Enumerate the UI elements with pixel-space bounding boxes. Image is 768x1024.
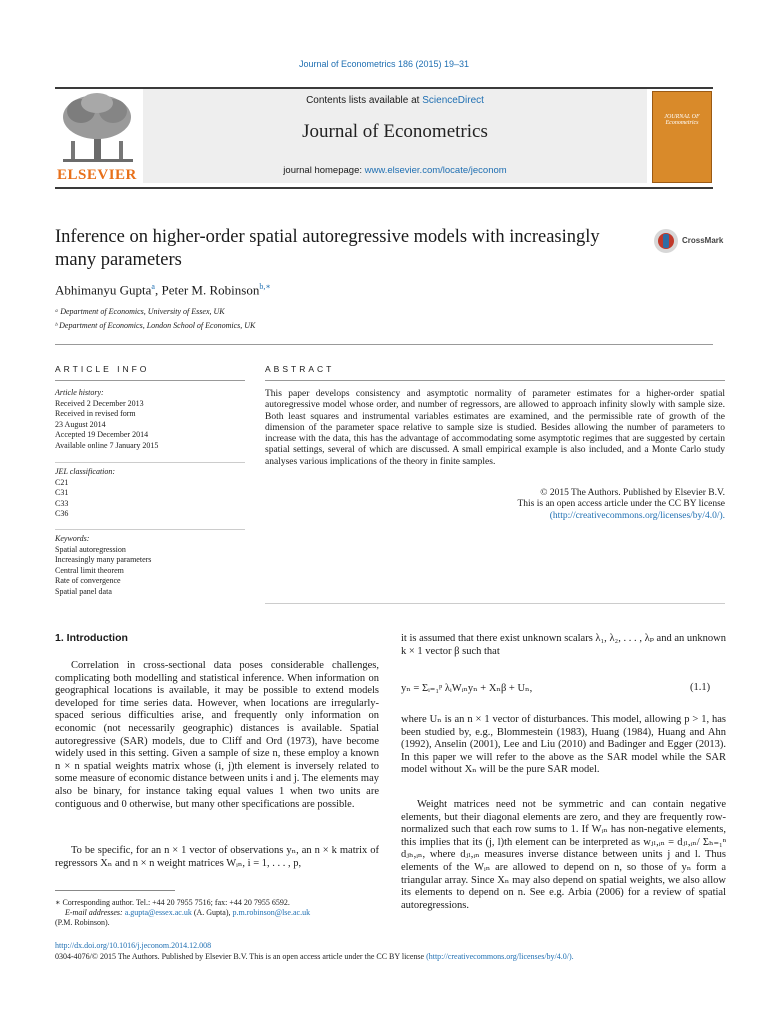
history-item: 23 August 2014 bbox=[55, 419, 106, 429]
intro-paragraph-1: Correlation in cross-sectional data poses considerable challenges, complicating both modelling and statistical inference. When information on geographical locations is available, it may be possible to extend models developed for time series data. However, when locations are irregularly-spaced serious difficulties arise, and frequently only information on economic (not necessarily geographic) distances is available. Spatial autoregressive (SAR) models, due to Cliff and Ord (1973), have become widely used in this setting. Given a sample of size n, these employ a known n × n spatial weights matrix whose (i, j)th element is inversely related to some measure of economic distance between units i and j. The elements may also be binary, for instance taking equal values 1 when two units are contiguous and 0 otherwise, but many other specifications are possible. bbox=[55, 660, 379, 810]
journal-citation[interactable]: Journal of Econometrics 186 (2015) 19–31 bbox=[298, 59, 470, 69]
column2-paragraph-1: it is assumed that there exist unknown scalars λ₁, λ₂, . . . , λₚ and an unknown k × 1 vector β such that bbox=[401, 633, 726, 657]
license-text: This is an open access article under the CC BY license bbox=[517, 499, 725, 510]
email-robinson[interactable]: p.m.robinson@lse.ac.uk bbox=[232, 908, 311, 917]
keyword: Central limit theorem bbox=[55, 565, 124, 575]
history-label: Article history: bbox=[55, 388, 104, 397]
jel-classification bbox=[55, 467, 245, 520]
issn-license-link[interactable]: (http://creativecommons.org/licenses/by/4.0/). bbox=[426, 952, 574, 961]
email-gupta[interactable]: a.gupta@essex.ac.uk bbox=[124, 908, 192, 917]
jel-code: C33 bbox=[55, 498, 69, 508]
equation-number: (1.1) bbox=[690, 682, 711, 693]
affiliation-b: ᵇ Department of Economics, London School of Economics, UK bbox=[55, 321, 256, 330]
divider bbox=[55, 462, 245, 463]
cover-title: JOURNAL OF Econometrics bbox=[664, 114, 700, 126]
abstract-license bbox=[265, 488, 725, 522]
masthead bbox=[55, 87, 713, 189]
jel-code: C36 bbox=[55, 509, 69, 518]
author-robinson-affil[interactable]: b,∗ bbox=[259, 282, 271, 291]
affiliation-a: ᵃ Department of Economics, University of Essex, UK bbox=[55, 307, 225, 316]
jel-code: C31 bbox=[55, 488, 69, 497]
email-robinson-name: (P.M. Robinson). bbox=[55, 918, 110, 927]
divider bbox=[265, 603, 725, 604]
journal-cover-thumbnail bbox=[652, 91, 712, 183]
keyword: Increasingly many parameters bbox=[55, 555, 152, 564]
keywords-label: Keywords: bbox=[55, 534, 90, 543]
divider bbox=[265, 380, 725, 381]
journal-title: Journal of Econometrics bbox=[302, 121, 488, 142]
history-item: Accepted 19 December 2014 bbox=[55, 430, 149, 439]
abstract-text: This paper develops consistency and asymptotic normality of parameter estimates for a higher-order spatial autoregressive model whose order, and number of regressors, are allowed to approach infinity slowly with sample size. Both least squares and instrumental variables estimates are examined, and the permissible rate of growth of the dimension of the parameter space relative to sample size is studied. Besides allowing the number of parameters to increase with the data, this has the advantage of accommodating some asymptotic regimes that are suggested by certain spatial settings, several of which are discussed. A small empirical example is also included, and a Monte Carlo study analyses various implications of the theory in finite samples. bbox=[265, 389, 725, 467]
keyword: Spatial panel data bbox=[55, 586, 112, 596]
keywords bbox=[55, 534, 245, 597]
corresponding-author: ∗ Corresponding author. Tel.: +44 20 7955 7516; fax: +44 20 7955 6592. bbox=[55, 898, 290, 907]
authors: Abhimanyu Gupta$^a$, Peter M. Robinson$^{b,∗}$ bbox=[55, 282, 271, 298]
keyword: Spatial autoregression bbox=[55, 544, 126, 554]
crossmark-label[interactable]: CrossMark bbox=[682, 236, 724, 245]
crossmark-icon[interactable] bbox=[653, 228, 679, 254]
author-robinson: Peter M. Robinson bbox=[161, 282, 260, 298]
article-history bbox=[55, 388, 245, 451]
divider bbox=[55, 529, 245, 530]
author-gupta-affil[interactable]: a bbox=[151, 282, 155, 291]
contents-prefix: Contents lists available at bbox=[306, 95, 423, 106]
publisher-logo-text: ELSEVIER bbox=[57, 167, 137, 183]
footnote-rule bbox=[55, 890, 175, 891]
jel-label: JEL classification: bbox=[55, 467, 116, 476]
elsevier-tree-logo bbox=[59, 91, 137, 165]
equation-1-1: yₙ = Σᵢ₌₁ᵖ λᵢWᵢₙyₙ + Xₙβ + Uₙ, bbox=[401, 683, 533, 694]
section-heading: 1. Introduction bbox=[55, 632, 128, 644]
email-gupta-name: (A. Gupta), bbox=[191, 908, 233, 917]
author-gupta: Abhimanyu Gupta bbox=[55, 282, 152, 298]
article-title: Inference on higher-order spatial autoregressive models with increasingly many parameters bbox=[55, 227, 600, 270]
history-item: Received in revised form bbox=[55, 409, 136, 418]
jel-code: C21 bbox=[55, 477, 69, 487]
homepage-prefix: journal homepage: bbox=[283, 165, 365, 176]
email-prefix: E-mail addresses: bbox=[65, 908, 125, 917]
license-link[interactable]: (http://creativecommons.org/licenses/by/4.0/). bbox=[549, 510, 725, 521]
copyright: © 2015 The Authors. Published by Elsevier B.V. bbox=[540, 488, 725, 498]
divider bbox=[55, 380, 245, 381]
keyword: Rate of convergence bbox=[55, 576, 121, 585]
doi-link bbox=[55, 941, 755, 951]
abstract-heading: ABSTRACT bbox=[265, 364, 335, 374]
article-info-heading: ARTICLE INFO bbox=[55, 364, 150, 374]
divider bbox=[55, 344, 713, 345]
journal-homepage bbox=[143, 165, 647, 176]
history-item: Available online 7 January 2015 bbox=[55, 440, 159, 450]
issn-line bbox=[55, 952, 755, 962]
column2-paragraph-2: where Uₙ is an n × 1 vector of disturbances. This model, allowing p > 1, has been studied by, e.g., Blommestein (1983), Huang (1984), Huang and Ahn (1992), Anselin (2001), Lee and Liu (2010) and Badinger and Egger (2013). In this paper we will refer to the above as the SAR model while the SAR model without Xₙ will be the pure SAR model. bbox=[401, 714, 726, 776]
homepage-link[interactable]: www.elsevier.com/locate/jeconom bbox=[364, 165, 507, 176]
column2-paragraph-3: Weight matrices need not be symmetric and can contain negative elements, but their diagonal elements are zero, and they are frequently row-normalized such that each row sums to 1. If Wᵢₙ has non-negative elements, this implies that its (j, l)th element can be interpreted as wⱼₗ,ᵢₙ = dⱼₗ,ᵢₙ/ Σₕ₌₁ⁿ dⱼₕ,ᵢₙ, where dⱼₗ,ᵢₙ measures inverse distance between units j and l. Thus elements of the Wᵢₙ are allowed to depend on n, so those of yₙ form a triangular array. Since Xₙ may also depend on spatial weights, we also allow its elements to depend on n. See e.g. Arbia (2006) for a review of spatial autoregressions. bbox=[401, 799, 726, 911]
footnote bbox=[55, 898, 379, 928]
doi[interactable]: http://dx.doi.org/10.1016/j.jeconom.2014.12.008 bbox=[55, 941, 212, 950]
contents-line bbox=[143, 95, 647, 106]
sciencedirect-link[interactable]: ScienceDirect bbox=[422, 95, 484, 106]
intro-paragraph-2: To be specific, for an n × 1 vector of observations yₙ, an n × k matrix of regressors Xₙ and n × n weight matrices Wᵢₙ, i = 1, . . . , p, bbox=[55, 845, 379, 869]
issn-text: 0304-4076/© 2015 The Authors. Published by Elsevier B.V. This is an open access article under the CC BY license bbox=[55, 952, 427, 961]
history-item: Received 2 December 2013 bbox=[55, 398, 144, 408]
